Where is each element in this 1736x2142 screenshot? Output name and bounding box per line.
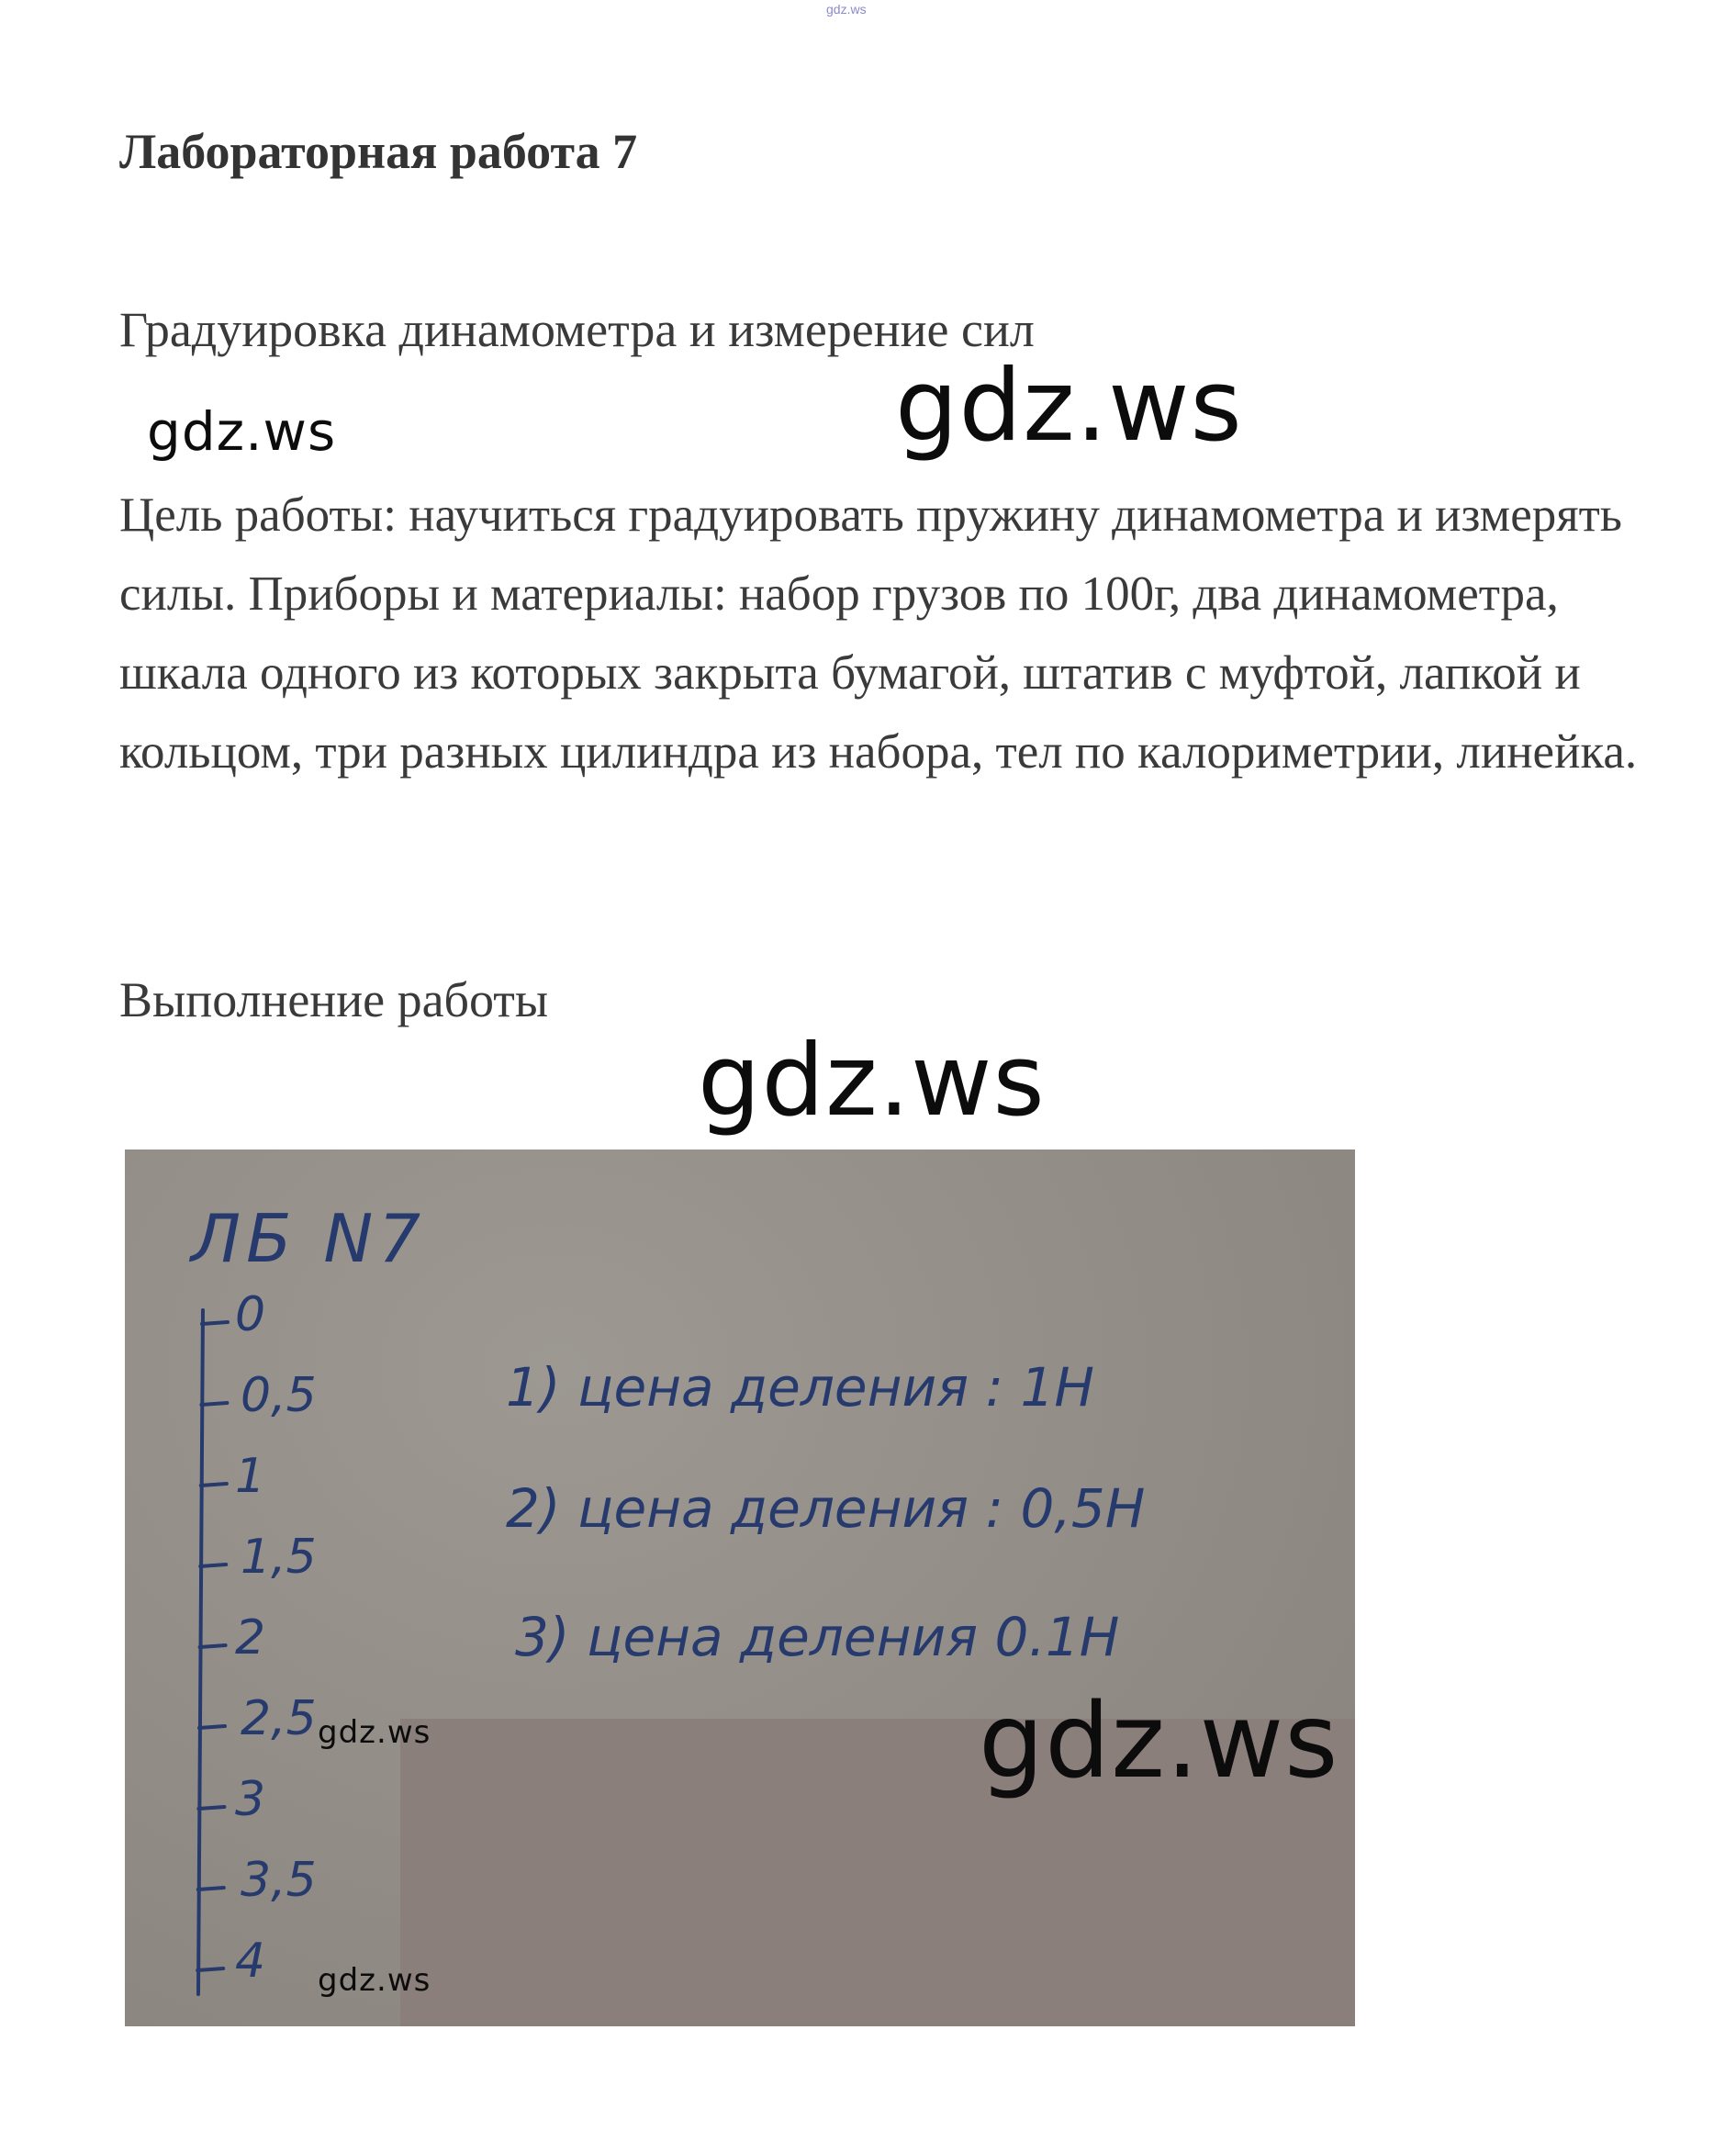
scale-tick [202, 1322, 228, 1324]
watermark-small: gdz.ws [318, 1714, 431, 1751]
scale-tick [201, 1403, 227, 1405]
note-line: 3) цена деления 0.1Н [515, 1606, 1120, 1668]
scale-label: 1 [235, 1449, 266, 1504]
scale-label: 3,5 [241, 1853, 317, 1908]
scale-tick [199, 1726, 225, 1728]
scale-tick [198, 1807, 224, 1809]
scale-label: 0 [235, 1287, 266, 1342]
watermark-top: gdz.ws [826, 2, 867, 17]
scale-tick [198, 1888, 224, 1890]
document-body: Цель работы: научиться градуировать пружину динамометра и измерять силы. Приборы и материалы: набор грузов по 100г, два динамометра, шкала одного из которых закрыта бумагой, штатив с муфтой, лапкой и кольцом, три разных цилиндра из набора, тел по калориметрии, линейка. [119, 488, 1638, 779]
scale-label: 2 [235, 1610, 266, 1665]
watermark-large: gdz.ws [698, 1024, 1046, 1138]
photo-heading: ЛБ N7 [191, 1200, 427, 1277]
scale-label: 3 [235, 1772, 266, 1827]
scale-label: 2,5 [241, 1691, 317, 1746]
scale-tick [197, 1968, 223, 1970]
note-line: 2) цена деления : 0,5Н [506, 1477, 1146, 1540]
handwritten-photo [125, 1150, 1355, 2026]
scale-tick [201, 1484, 227, 1486]
section-heading: Выполнение работы [119, 972, 549, 1027]
watermark-small: gdz.ws [147, 400, 337, 463]
document-title: Лабораторная работа 7 [119, 124, 638, 179]
note-line: 1) цена деления : 1Н [506, 1356, 1095, 1419]
watermark-small: gdz.ws [318, 1962, 431, 1999]
scale-label: 4 [235, 1934, 266, 1989]
scale-label: 0,5 [241, 1368, 317, 1423]
scale-label: 1,5 [241, 1530, 317, 1585]
scale-tick [200, 1564, 226, 1566]
watermark-large: gdz.ws [979, 1682, 1339, 1801]
scale-tick [200, 1645, 226, 1647]
watermark-large: gdz.ws [895, 349, 1243, 464]
document-subtitle: Градуировка динамометра и измерение сил [119, 302, 1035, 357]
